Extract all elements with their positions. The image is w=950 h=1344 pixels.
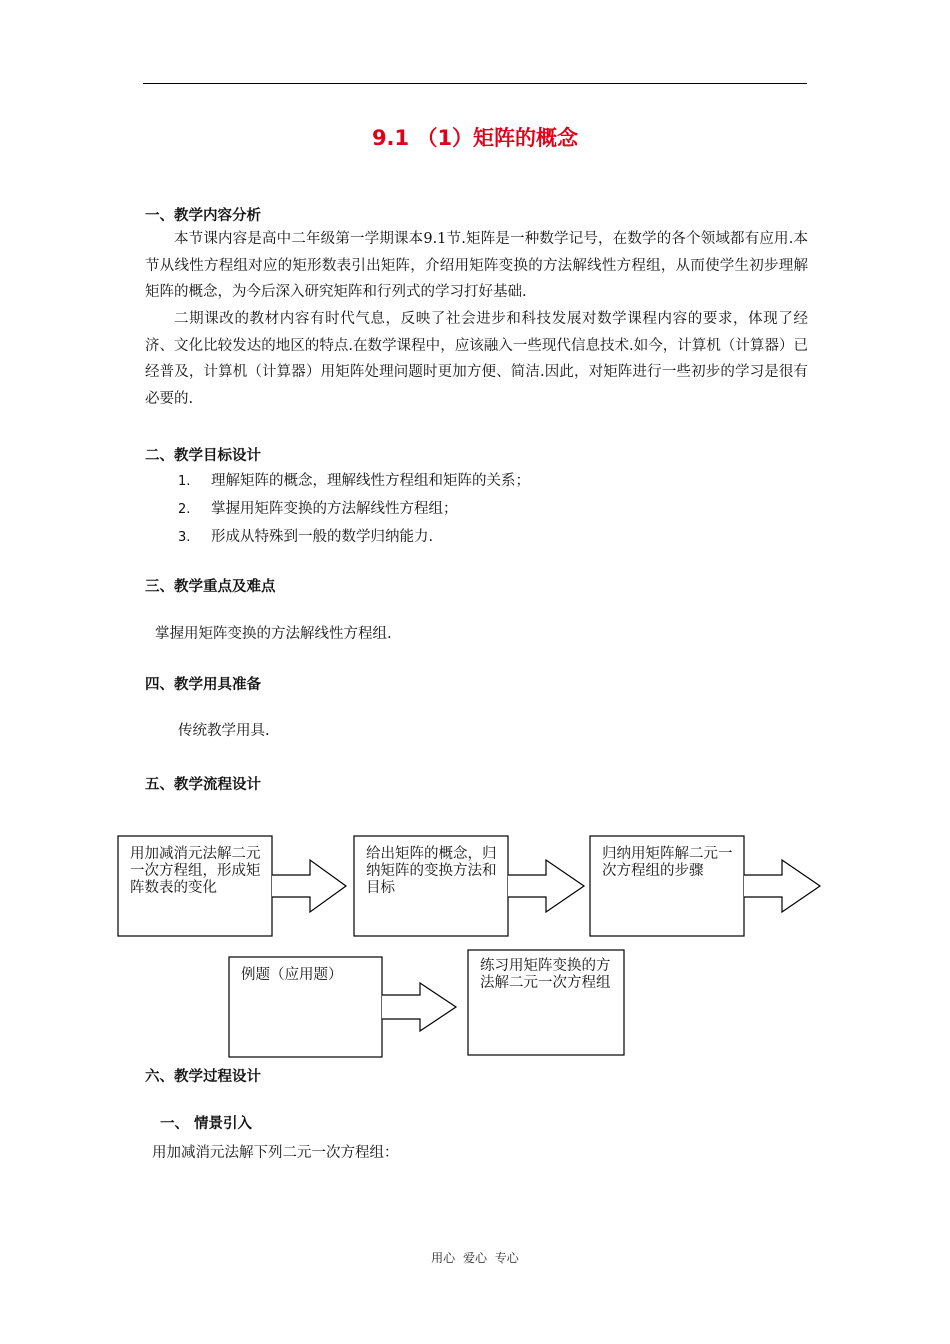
flow-arrow-1 bbox=[272, 860, 346, 912]
objective-text: 掌握用矩阵变换的方法解线性方程组； bbox=[211, 501, 458, 517]
objective-text: 理解矩阵的概念，理解线性方程组和矩阵的关系； bbox=[211, 473, 530, 489]
section-4-heading: 四、教学用具准备 bbox=[145, 677, 261, 693]
intro-text: 用加减消元法解下列二元一次方程组： bbox=[152, 1145, 399, 1161]
section-2-heading: 二、教学目标设计 bbox=[145, 448, 261, 464]
flow-arrow-4 bbox=[382, 983, 456, 1031]
section-1-paragraph-1: 本节课内容是高中二年级第一学期课本9.1节.矩阵是一种数学记号，在数学的各个领域都有应用.本节从线性方程组对应的矩形数表引出矩阵，介绍用矩阵变换的方法解线性方程组，从而使学生初步理解矩阵的概念，为今后深入研究矩阵和行列式的学习打好基础. bbox=[145, 231, 808, 300]
page-title: 9.1 （1）矩阵的概念 bbox=[371, 126, 579, 150]
objective-number: 3. bbox=[178, 530, 191, 545]
section-6-heading: 六、教学过程设计 bbox=[145, 1069, 261, 1085]
flow-box-5-text: 练习用矩阵变换的方法解二元一次方程组 bbox=[480, 958, 611, 991]
objective-text: 形成从特殊到一般的数学归纳能力. bbox=[211, 529, 434, 545]
flow-box-4-text: 例题（应用题） bbox=[241, 967, 343, 983]
section-3-heading: 三、教学重点及难点 bbox=[145, 579, 276, 595]
key-point-text: 掌握用矩阵变换的方法解线性方程组. bbox=[155, 626, 392, 642]
subsection-heading: 一、 情景引入 bbox=[160, 1116, 253, 1132]
flow-arrow-3 bbox=[744, 860, 820, 912]
objective-number: 1. bbox=[178, 474, 191, 489]
section-1-heading: 一、教学内容分析 bbox=[145, 208, 261, 224]
section-1-paragraph-2: 二期课改的教材内容有时代气息，反映了社会进步和科技发展对数学课程内容的要求，体现了经济、文化比较发达的地区的特点.在数学课程中，应该融入一些现代信息技术.如今，计算机（计算器）已经普及，计算机（计算器）用矩阵处理问题时更加方便、简洁.因此，对矩阵进行一些初步的学习是很有必要的. bbox=[145, 311, 808, 407]
flow-box-3-text: 归纳用矩阵解二元一次方程组的步骤 bbox=[602, 846, 733, 879]
section-5-heading: 五、教学流程设计 bbox=[145, 777, 261, 793]
teaching-tools-text: 传统教学用具. bbox=[178, 723, 270, 739]
page-footer: 用心 爱心 专心 bbox=[431, 1251, 519, 1265]
flow-box-2-text: 给出矩阵的概念，归纳矩阵的变换方法和目标 bbox=[366, 846, 497, 896]
flow-box-1-text: 用加减消元法解二元一次方程组，形成矩阵数表的变化 bbox=[130, 846, 261, 896]
flow-arrow-2 bbox=[508, 860, 584, 912]
objective-number: 2. bbox=[178, 502, 191, 517]
